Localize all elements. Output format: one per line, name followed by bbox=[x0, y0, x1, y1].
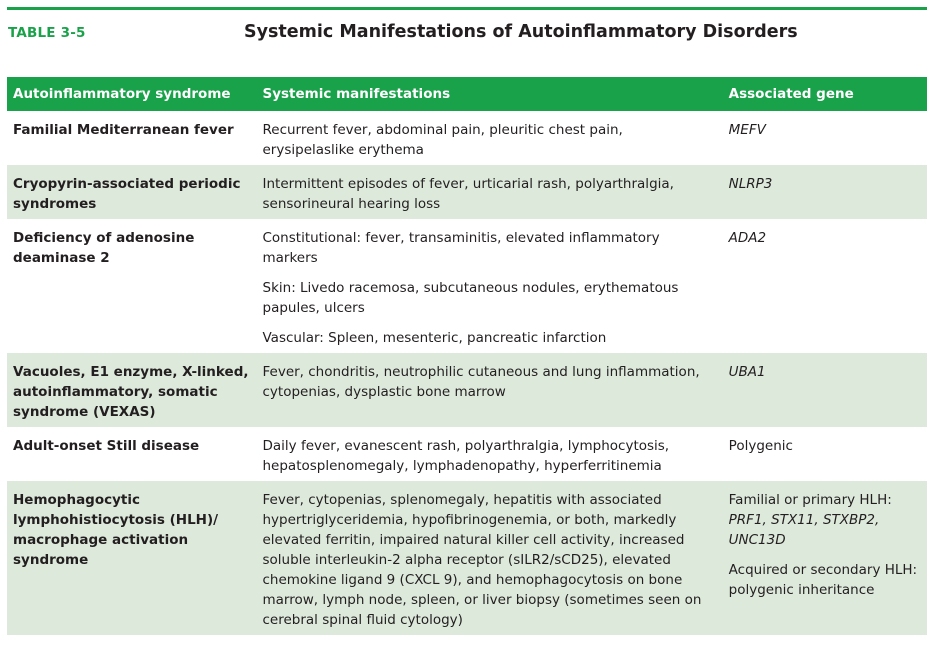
table-row bbox=[7, 219, 927, 353]
gene-cell: Polygenic bbox=[728, 438, 793, 454]
table-row bbox=[7, 353, 927, 427]
manifestations-cell bbox=[257, 427, 723, 481]
gene-cell: NLRP3 bbox=[723, 165, 927, 219]
column-header-gene: Associated gene bbox=[723, 77, 927, 111]
table-row bbox=[7, 165, 927, 219]
column-header-manifestations: Systemic manifestations bbox=[257, 77, 723, 111]
syndrome-cell: Hemophagocytic lymphohistiocytosis (HLH)/ macrophage activation syndrome bbox=[7, 481, 257, 635]
manifestation-text: Daily fever, evanescent rash, polyarthralgia, lymphocytosis, hepatosplenomegaly, lymphadenopathy, hyperferritinemia bbox=[262, 438, 670, 474]
table-label: TABLE 3-5 bbox=[8, 25, 86, 41]
syndrome-cell: Deficiency of adenosine deaminase 2 bbox=[13, 230, 195, 266]
table-title: Systemic Manifestations of Autoinflammatory Disorders bbox=[244, 22, 798, 42]
manifestations-cell bbox=[257, 219, 723, 353]
table-row bbox=[7, 427, 927, 481]
table-row bbox=[7, 111, 927, 165]
syndrome-cell: Familial Mediterranean fever bbox=[13, 122, 234, 138]
gene-cell: MEFV bbox=[728, 122, 766, 138]
manifestation-text: Constitutional: fever, transaminitis, elevated inflammatory markers bbox=[262, 230, 660, 266]
gene-primary-label: Familial or primary HLH: bbox=[728, 492, 892, 508]
manifestations-cell bbox=[257, 353, 723, 427]
column-header-syndrome: Autoinflammatory syndrome bbox=[7, 77, 257, 111]
gene-cell: UBA1 bbox=[723, 353, 927, 427]
syndrome-cell: Adult-onset Still disease bbox=[13, 438, 200, 454]
manifestations-cell bbox=[257, 165, 723, 219]
manifestation-text: Vascular: Spleen, mesenteric, pancreatic infarction bbox=[262, 330, 607, 346]
syndrome-cell: Vacuoles, E1 enzyme, X-linked, autoinflammatory, somatic syndrome (VEXAS) bbox=[7, 353, 257, 427]
manifestation-text: Intermittent episodes of fever, urticarial rash, polyarthralgia, sensorineural hearing loss bbox=[262, 176, 674, 212]
top-rule bbox=[7, 7, 927, 10]
manifestation-text: Recurrent fever, abdominal pain, pleuritic chest pain, erysipelaslike erythema bbox=[262, 122, 623, 158]
manifestations-table bbox=[7, 77, 927, 635]
gene-cell bbox=[723, 481, 927, 635]
gene-primary bbox=[729, 490, 921, 550]
manifestation-text: Fever, chondritis, neutrophilic cutaneous and lung inflammation, cytopenias, dysplastic bone marrow bbox=[262, 364, 700, 400]
manifestation-text: Fever, cytopenias, splenomegaly, hepatitis with associated hypertriglyceridemia, hypofibrinogenemia, or both, markedly elevated ferritin, impaired natural killer cell activity, increased soluble interleukin-2 alpha receptor (sILR2/sCD25), elevated chemokine ligand 9 (CXCL 9), and hemophagocytosis on bone marrow, lymph node, spleen, or liver biopsy (sometimes seen on cerebral spinal fluid cytology) bbox=[262, 492, 702, 628]
manifestation-text: Skin: Livedo racemosa, subcutaneous nodules, erythematous papules, ulcers bbox=[262, 280, 679, 316]
gene-secondary: Acquired or secondary HLH: polygenic inheritance bbox=[728, 562, 918, 598]
gene-cell: ADA2 bbox=[728, 230, 767, 246]
manifestations-cell bbox=[257, 111, 723, 165]
syndrome-cell: Cryopyrin-associated periodic syndromes bbox=[7, 165, 257, 219]
manifestations-cell bbox=[257, 481, 723, 635]
header-row bbox=[7, 77, 927, 111]
table-row bbox=[7, 481, 927, 635]
gene-primary-list: PRF1, STX11, STXBP2, UNC13D bbox=[728, 512, 880, 548]
